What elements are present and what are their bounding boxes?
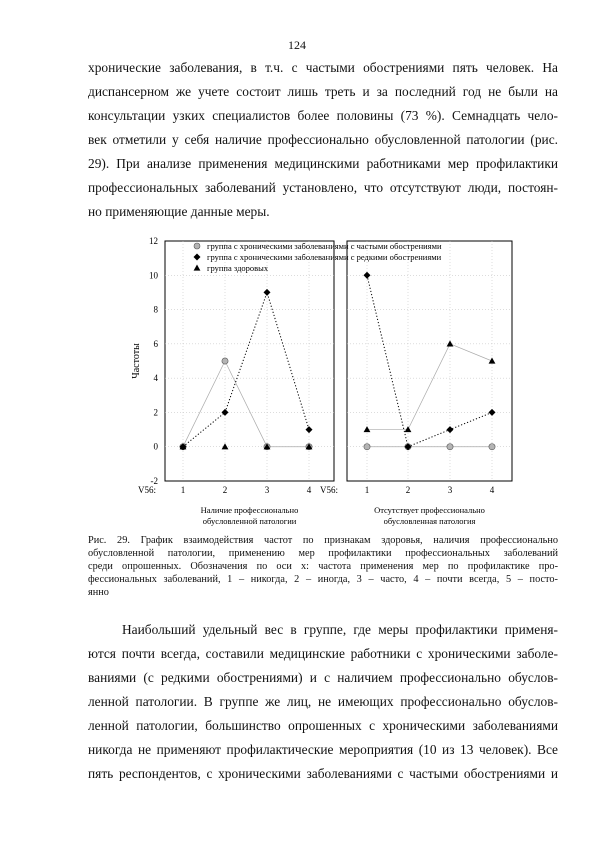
interaction-chart xyxy=(125,230,525,530)
y-tick-label: -2 xyxy=(150,476,158,486)
data-point-triangle xyxy=(489,358,496,364)
text-line: пять респондентов, с хроническими заболеваниями с частыми обострениями и xyxy=(88,766,558,781)
x-axis-prefix: V56: xyxy=(320,485,338,495)
panel-title: обусловленная патология xyxy=(383,516,476,526)
legend-label: группа здоровых xyxy=(207,263,269,273)
x-tick-label: 3 xyxy=(447,485,453,495)
data-point-circle xyxy=(364,444,370,450)
x-tick-label: 4 xyxy=(306,485,312,495)
data-point-diamond xyxy=(447,426,454,433)
legend-label: группа с хроническими заболеваниями с частыми обострениями xyxy=(207,241,442,251)
text-line: ленной патологии, большинство опрошенных с хроническими заболеваниями xyxy=(88,718,558,733)
x-tick-label: 3 xyxy=(264,485,270,495)
y-tick-label: 12 xyxy=(149,236,158,246)
panel-title: обусловленной патологии xyxy=(202,516,297,526)
text-line: век отметили у себя наличие профессионально обусловленной патологии (рис. xyxy=(88,132,558,147)
y-tick-label: 10 xyxy=(149,270,158,281)
y-tick-label: 2 xyxy=(153,407,158,418)
y-axis-label: Частоты xyxy=(131,343,142,379)
text-line: но применяющие данные меры. xyxy=(88,204,270,219)
caption-line: Рис. 29. График взаимодействия частот по признакам здоровья, наличия профессионально xyxy=(88,535,558,546)
data-point-diamond xyxy=(489,409,496,416)
data-point-diamond xyxy=(364,272,371,279)
text-line: консультации узких специалистов более половины (73 %). Семнадцать чело- xyxy=(88,108,558,123)
data-point-circle xyxy=(489,444,495,450)
x-tick-label: 2 xyxy=(222,485,228,495)
panel-frame xyxy=(347,241,512,481)
data-point-triangle xyxy=(364,426,371,432)
series-line xyxy=(367,344,492,430)
caption-line: обусловленной патологии, применению мер профилактики профессиональных заболеваний xyxy=(88,548,558,559)
series-line xyxy=(183,361,309,447)
caption-line: среди опрошенных. Обозначения по оси х: частота применения мер по профилактике про- xyxy=(88,561,558,572)
data-point-diamond xyxy=(264,289,271,296)
text-line: Наибольший удельный вес в группе, где меры профилактики применя- xyxy=(122,622,558,637)
x-tick-label: 4 xyxy=(489,485,495,495)
y-tick-label: 4 xyxy=(153,373,158,384)
text-line: ются почти всегда, составили медицинские работники с хроническими заболе- xyxy=(88,646,558,661)
data-point-circle xyxy=(222,358,228,364)
data-point-diamond xyxy=(306,426,313,433)
legend-marker-diamond xyxy=(194,254,201,261)
legend-label: группа с хроническими заболеваниями с редкими обострениями xyxy=(207,252,442,262)
legend-marker-circle xyxy=(194,243,200,249)
y-tick-label: 0 xyxy=(153,441,158,452)
panel-title: Наличие профессионально xyxy=(200,505,299,515)
text-line: ленной патологии. В группе же лиц, не имеющих профессионально обуслов- xyxy=(88,694,558,709)
caption-line: янно xyxy=(88,587,109,598)
text-line: ваниями (с редкими обострениями) и с наличием профессионально обуслов- xyxy=(88,670,558,685)
legend-marker-triangle xyxy=(194,265,201,271)
data-point-diamond xyxy=(222,409,229,416)
data-point-triangle xyxy=(405,426,412,432)
text-line: диспансерном же учете состоит лишь треть и за последний год не были на xyxy=(88,84,558,99)
data-point-circle xyxy=(447,444,453,450)
series-line xyxy=(183,292,309,446)
series-line xyxy=(367,275,492,446)
x-tick-label: 1 xyxy=(364,485,370,495)
text-line: никогда не применяют профилактические мероприятия (10 из 13 человек). Все xyxy=(88,742,558,757)
x-tick-label: 2 xyxy=(405,485,411,495)
y-tick-label: 6 xyxy=(153,338,158,349)
text-line: профессиональных заболеваний установлено, что отсутствуют люди, постоян- xyxy=(88,180,558,195)
caption-line: фессиональных заболеваний, 1 – никогда, 2 – иногда, 3 – часто, 4 – почти всегда, 5 – посто- xyxy=(88,574,558,585)
data-point-triangle xyxy=(447,340,454,346)
text-line: хронические заболевания, в т.ч. с частыми обострениями пять человек. На xyxy=(88,60,558,75)
x-axis-prefix: V56: xyxy=(138,485,156,495)
data-point-diamond xyxy=(405,443,412,450)
y-tick-label: 8 xyxy=(153,304,158,315)
text-line: 29). При анализе применения медицинскими работниками мер профилактики xyxy=(88,156,558,171)
data-point-triangle xyxy=(222,443,229,449)
page-number: 124 xyxy=(288,38,306,52)
x-tick-label: 1 xyxy=(180,485,186,495)
panel-title: Отсутствует профессионально xyxy=(374,505,485,515)
